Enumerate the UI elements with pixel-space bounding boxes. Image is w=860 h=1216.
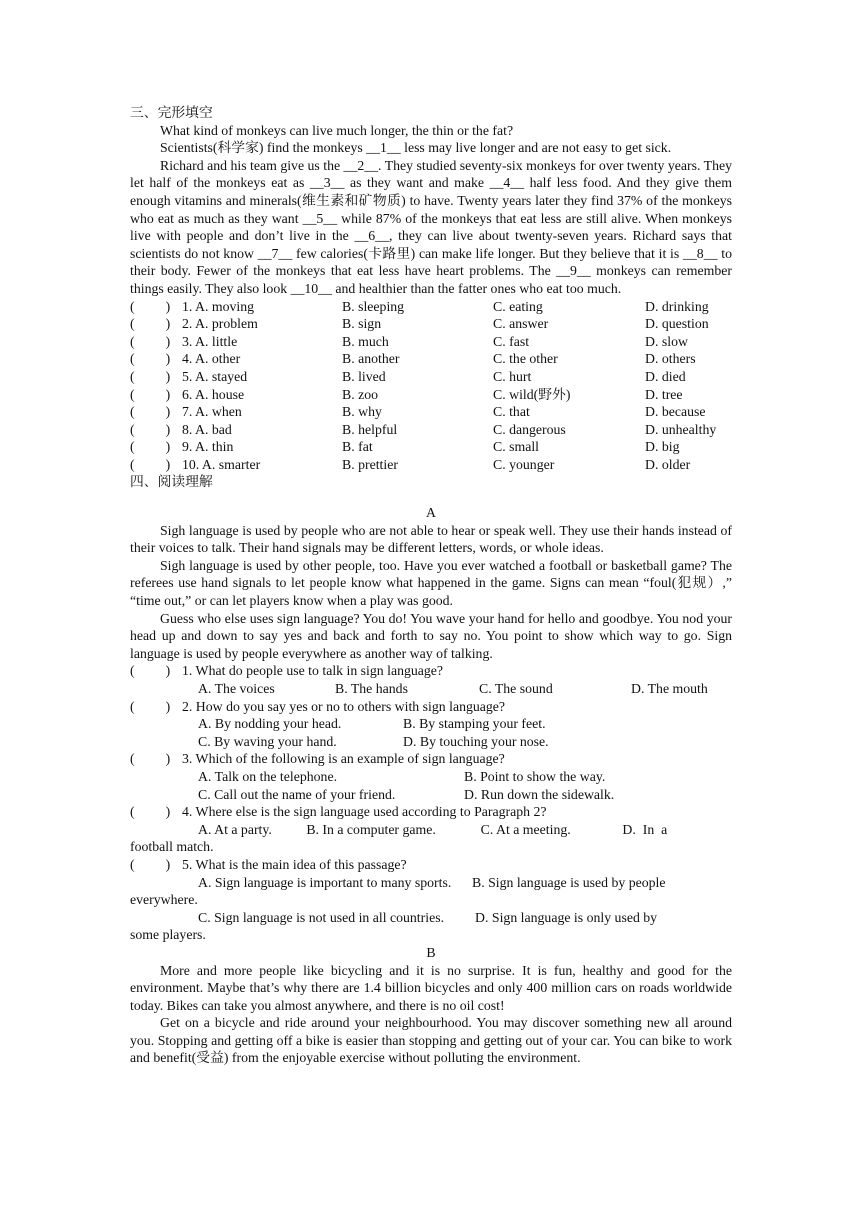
question-choices-continued: everywhere. <box>130 892 198 908</box>
choice-d: D. By touching your nose. <box>403 733 549 749</box>
section-heading-cloze: 三、完形填空 <box>130 105 213 120</box>
question-stem: 3. Which of the following is an example of sign language? <box>182 751 505 767</box>
passage-b-label: B <box>426 944 436 960</box>
question-choices <box>130 733 732 751</box>
choice-b: B. The hands <box>335 681 408 696</box>
option-d: D. big <box>645 439 680 455</box>
option-d: D. unhealthy <box>645 421 717 437</box>
option-d: D. drinking <box>645 298 709 314</box>
option-c: C. dangerous <box>493 421 566 437</box>
option-b: B. sleeping <box>342 298 405 314</box>
option-b: B. much <box>342 333 389 349</box>
option-row <box>130 315 732 333</box>
passage-a-paragraph: Sigh language is used by other people, too. Have you ever watched a football or basketball game? The referees use hand signals to let people know what happened in the game. Signs can mean “foul(犯规）,” “time out,” or can let players know when a play was good. <box>130 557 732 609</box>
option-a: 2. A. problem <box>182 316 258 332</box>
option-row <box>130 350 732 368</box>
option-row <box>130 403 732 421</box>
question-row <box>130 662 732 680</box>
passage-a-paragraph: Sigh language is used by people who are not able to hear or speak well. They use their hands instead of their voices to talk. Their hand signals may be different letters, words, or whole ideas. <box>130 522 732 556</box>
option-a: 9. A. thin <box>182 439 234 455</box>
option-c: C. the other <box>493 351 558 367</box>
option-b: B. why <box>342 404 382 420</box>
option-b: B. sign <box>342 316 382 332</box>
question-choices-continued: some players. <box>130 927 206 943</box>
answer-blank[interactable]: ( ) <box>130 751 171 767</box>
question-choices <box>130 715 732 733</box>
question-choices <box>130 680 732 698</box>
answer-blank[interactable]: ( ) <box>130 421 171 437</box>
question-row <box>130 698 732 716</box>
section-heading-reading: 四、阅读理解 <box>130 474 213 490</box>
choice-c: C. The sound <box>479 681 553 696</box>
option-b: B. fat <box>342 439 373 455</box>
answer-blank[interactable]: ( ) <box>130 386 171 402</box>
choice-b: B. Point to show the way. <box>464 768 606 784</box>
option-b: B. helpful <box>342 421 398 437</box>
answer-blank[interactable]: ( ) <box>130 404 171 420</box>
answer-blank[interactable]: ( ) <box>130 333 171 349</box>
question-row <box>130 750 732 768</box>
question-row <box>130 803 732 821</box>
option-d: D. slow <box>645 333 688 349</box>
cloze-paragraph: Scientists(科学家) find the monkeys __1__ less may live longer and are not easy to get sick. <box>160 140 672 156</box>
answer-blank[interactable]: ( ) <box>130 298 171 314</box>
option-b: B. zoo <box>342 386 379 402</box>
option-a: 5. A. stayed <box>182 368 248 384</box>
question-choices-continued: football match. <box>130 839 214 855</box>
option-row <box>130 386 732 404</box>
option-a: 3. A. little <box>182 333 238 349</box>
choice-a: A. By nodding your head. <box>198 716 342 732</box>
question-choices: A. At a party. B. In a computer game. C. At a meeting. D. In a <box>198 821 668 837</box>
answer-blank[interactable]: ( ) <box>130 351 171 367</box>
answer-blank[interactable]: ( ) <box>130 663 171 679</box>
option-row <box>130 298 732 316</box>
option-c: C. younger <box>493 456 555 472</box>
option-d: D. older <box>645 456 691 472</box>
question-stem: 1. What do people use to talk in sign language? <box>182 663 444 679</box>
option-b: B. another <box>342 351 400 367</box>
passage-a-label: A <box>426 505 436 521</box>
question-choices: C. Sign language is not used in all countries. D. Sign language is only used by <box>198 909 658 925</box>
option-d: D. tree <box>645 386 683 402</box>
option-row <box>130 421 732 439</box>
option-c: C. fast <box>493 333 530 349</box>
question-choices <box>130 768 732 786</box>
option-b: B. lived <box>342 368 386 384</box>
option-a: 7. A. when <box>182 404 242 420</box>
question-stem: 4. Where else is the sign language used according to Paragraph 2? <box>182 804 547 820</box>
option-c: C. answer <box>493 316 549 332</box>
answer-blank[interactable]: ( ) <box>130 316 171 332</box>
option-row <box>130 333 732 351</box>
option-c: C. that <box>493 404 530 420</box>
choice-a: A. The voices <box>198 681 275 696</box>
answer-blank[interactable]: ( ) <box>130 856 171 872</box>
answer-blank[interactable]: ( ) <box>130 368 171 384</box>
passage-a-paragraph: Guess who else uses sign language? You do! You wave your hand for hello and goodbye. You nod your head up and down to say yes and back and forth to say no. You point to show which way to go. Sign language is used by people everywhere as another way of talking. <box>130 610 732 661</box>
cloze-title-question: What kind of monkeys can live much longer, the thin or the fat? <box>160 122 514 138</box>
choice-d: D. The mouth <box>631 681 708 696</box>
option-b: B. prettier <box>342 456 398 472</box>
cloze-options <box>130 298 732 474</box>
option-d: D. question <box>645 316 709 332</box>
option-c: C. wild(野外) <box>493 386 571 402</box>
option-a: 1. A. moving <box>182 298 255 314</box>
option-c: C. hurt <box>493 368 532 384</box>
choice-c: C. Call out the name of your friend. <box>198 786 396 802</box>
question-row <box>130 856 732 874</box>
option-c: C. small <box>493 439 539 455</box>
option-d: D. died <box>645 368 686 384</box>
answer-blank[interactable]: ( ) <box>130 456 171 472</box>
choice-d: D. Run down the sidewalk. <box>464 786 615 802</box>
option-d: D. because <box>645 404 706 420</box>
option-d: D. others <box>645 351 696 367</box>
choice-a: A. Talk on the telephone. <box>198 768 338 784</box>
option-a: 10. A. smarter <box>182 456 261 472</box>
option-c: C. eating <box>493 298 543 314</box>
option-row <box>130 368 732 386</box>
answer-blank[interactable]: ( ) <box>130 698 171 714</box>
passage-b-paragraph: More and more people like bicycling and it is no surprise. It is fun, healthy and good for the environment. Maybe that’s why there are 1.4 billion bicycles and only 400 million cars on roads worldwide today. Bikes can take you almost anywhere, and there is no oil cost! <box>130 962 732 1013</box>
question-choices: A. Sign language is important to many sports. B. Sign language is used by people <box>198 874 666 890</box>
question-choices <box>130 786 732 804</box>
choice-c: C. By waving your hand. <box>198 733 337 749</box>
option-a: 8. A. bad <box>182 421 232 437</box>
option-a: 4. A. other <box>182 351 241 367</box>
option-a: 6. A. house <box>182 386 245 402</box>
cloze-paragraph: Richard and his team give us the __2__. They studied seventy-six monkeys for over twenty years. They let half of the monkeys eat as __3__ as they want and make __4__ half less food. And they give them enough vitamins and minerals(维生素和矿物质) to have. Twenty years later they find 37% of the monkeys who eat as much as they want __5__ while 87% of the monkeys that eat less are still alive. When monkeys live with people and don’t live in the __6__, they can live about twenty-seven years. Richard says that scientists do not know __7__ few calories(卡路里) can make life longer. But they believe that it is __8__ to their body. Fewer of the monkeys that eat less have heart problems. The __9__ monkeys can remember things easily. They also look __10__ and healthier than the fatter ones who eat too much. <box>130 157 732 296</box>
answer-blank[interactable]: ( ) <box>130 804 171 820</box>
question-stem: 2. How do you say yes or no to others with sign language? <box>182 698 506 714</box>
question-stem: 5. What is the main idea of this passage? <box>182 856 407 872</box>
passage-b-paragraph: Get on a bicycle and ride around your neighbourhood. You may discover something new all around you. Stopping and getting off a bike is easier than stopping and getting out of your car. You can bike to work and benefit(受益) from the enjoyable exercise without polluting the environment. <box>130 1015 732 1066</box>
option-row <box>130 438 732 456</box>
choice-b: B. By stamping your feet. <box>403 716 546 732</box>
answer-blank[interactable]: ( ) <box>130 439 171 455</box>
option-row <box>130 456 732 474</box>
